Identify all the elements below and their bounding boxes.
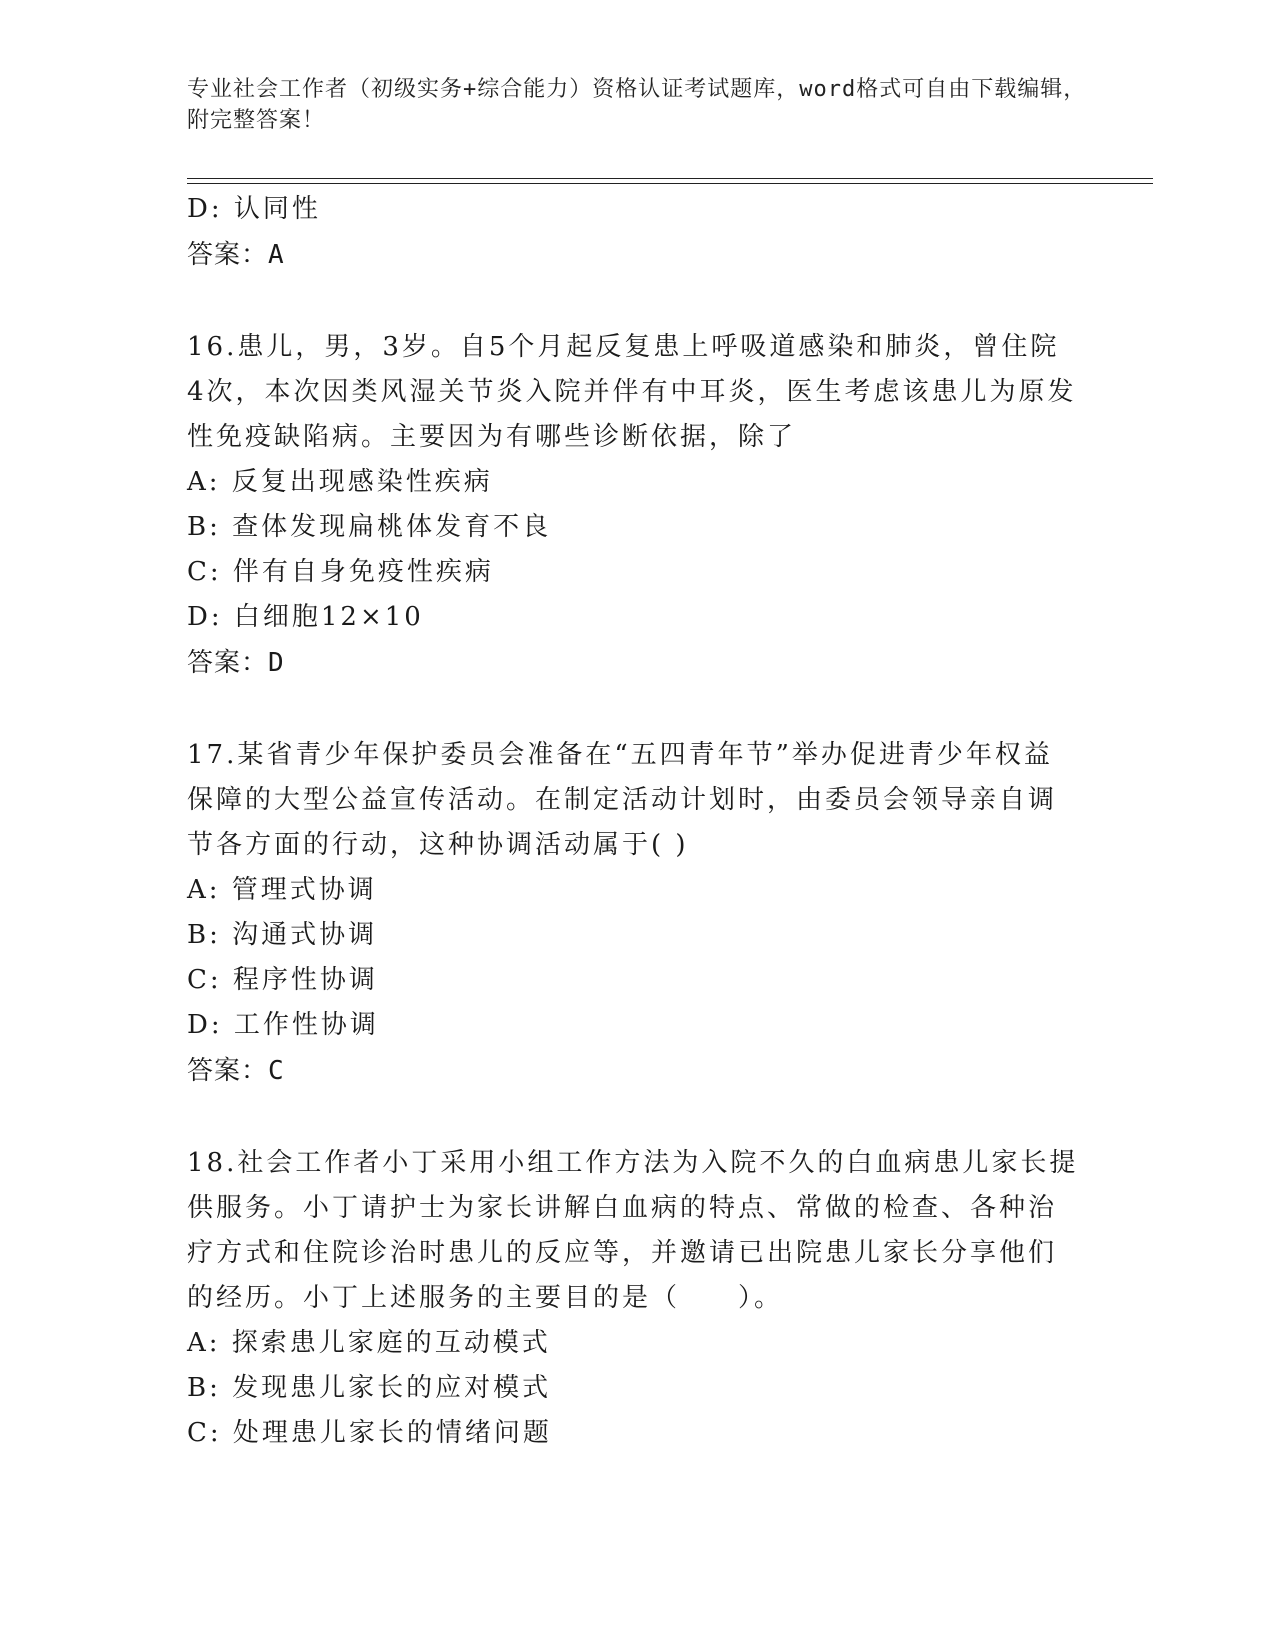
option-c: C: 程序性协调 xyxy=(187,965,378,995)
question-stem-line: 4次，本次因类风湿关节炎入院并伴有中耳炎，医生考虑该患儿为原发 xyxy=(187,377,1077,407)
option-b: B: 沟通式协调 xyxy=(187,920,378,950)
answer-value: C xyxy=(268,1056,285,1086)
answer-label: 答案： xyxy=(187,240,269,270)
question-stem-line: 节各方面的行动，这种协调活动属于( ) xyxy=(187,830,689,860)
page-header: 专业社会工作者（初级实务+综合能力）资格认证考试题库，word格式可自由下载编辑，附完整答案！ xyxy=(187,77,1087,133)
option-a: A: 反复出现感染性疾病 xyxy=(187,467,493,497)
question-stem-line: 供服务。小丁请护士为家长讲解白血病的特点、常做的检查、各种治 xyxy=(187,1193,1058,1223)
option-b: B: 发现患儿家长的应对模式 xyxy=(187,1373,552,1403)
answer-value: A xyxy=(268,240,285,270)
answer-label: 答案： xyxy=(187,1056,269,1086)
option-a: A: 探索患儿家庭的互动模式 xyxy=(187,1328,551,1358)
question-stem-line: 性免疫缺陷病。主要因为有哪些诊断依据，除了 xyxy=(187,422,797,452)
question-stem-line: 疗方式和住院诊治时患儿的反应等，并邀请已出院患儿家长分享他们 xyxy=(187,1238,1058,1268)
option-b: B: 查体发现扁桃体发育不良 xyxy=(187,512,552,542)
question-17 xyxy=(187,733,1087,1094)
answer-label: 答案： xyxy=(187,648,269,678)
question-stem-line: 18.社会工作者小丁采用小组工作方法为入院不久的白血病患儿家长提 xyxy=(187,1148,1079,1178)
question-stem-line: 保障的大型公益宣传活动。在制定活动计划时，由委员会领导亲自调 xyxy=(187,785,1058,815)
prev-option-d: D: 认同性 xyxy=(187,194,321,224)
option-d: D: 工作性协调 xyxy=(187,1010,379,1040)
question-stem-line: 16.患儿，男，3岁。自5个月起反复患上呼吸道感染和肺炎，曾住院 xyxy=(187,332,1060,362)
question-16 xyxy=(187,325,1087,686)
answer xyxy=(187,640,1087,686)
answer xyxy=(187,1048,1087,1094)
header-divider xyxy=(187,178,1153,184)
question-content xyxy=(187,187,1087,1456)
option-c: C: 处理患儿家长的情绪问题 xyxy=(187,1418,552,1448)
option-c: C: 伴有自身免疫性疾病 xyxy=(187,557,494,587)
question-18 xyxy=(187,1141,1087,1456)
prev-answer xyxy=(187,232,1087,278)
question-stem-line: 17.某省青少年保护委员会准备在“五四青年节”举办促进青少年权益 xyxy=(187,740,1053,770)
question-stem-line: 的经历。小丁上述服务的主要目的是（ ）。 xyxy=(187,1283,784,1313)
option-a: A: 管理式协调 xyxy=(187,875,377,905)
answer-value: D xyxy=(268,648,285,678)
option-d: D: 白细胞12×10 xyxy=(187,602,424,632)
